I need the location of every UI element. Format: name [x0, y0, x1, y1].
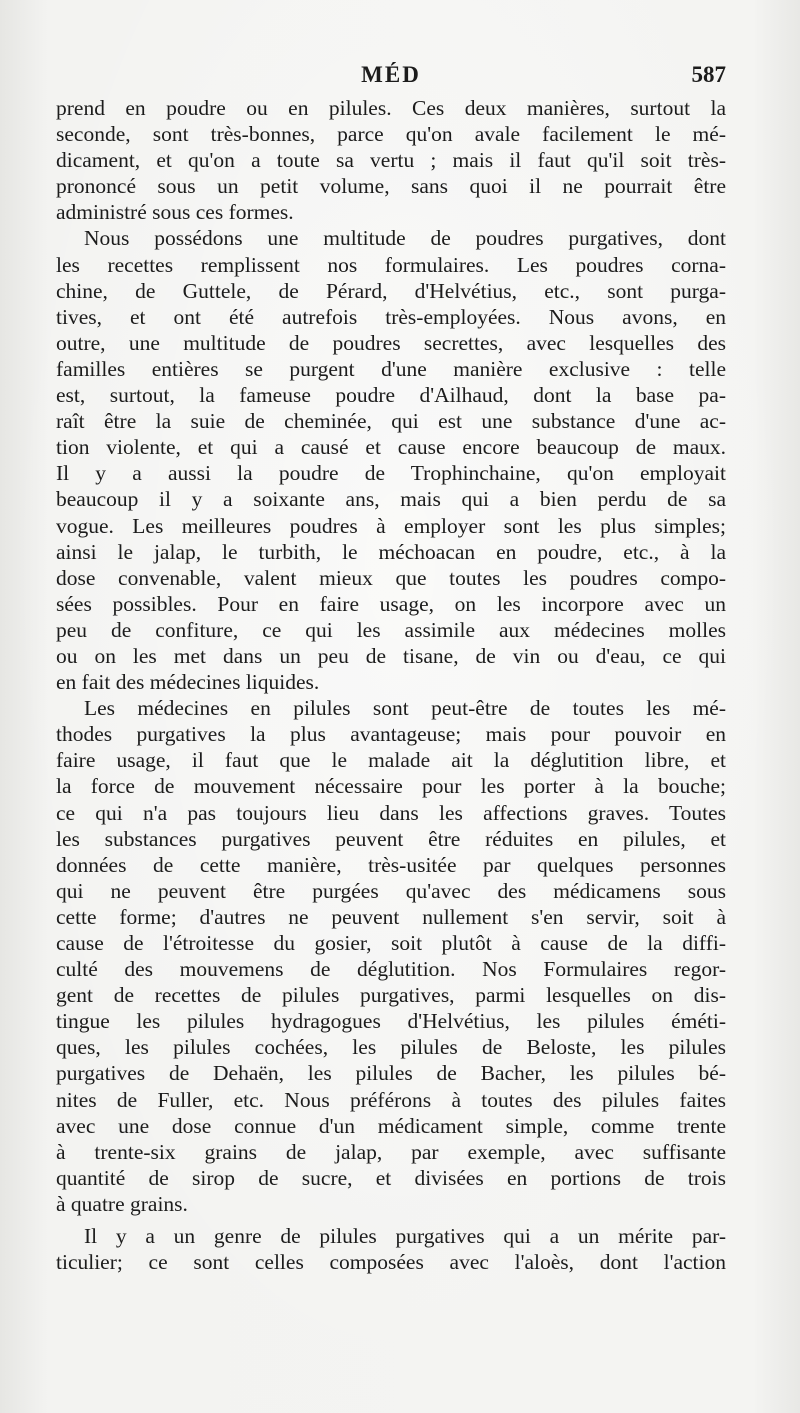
text-line: chine, de Guttele, de Pérard, d'Helvétius, etc., sont purga- [56, 278, 726, 303]
text-line: les substances purgatives peuvent être réduites en pilules, et [56, 826, 726, 851]
text-line: culté des mouvemens de déglutition. Nos Formulaires regor- [56, 957, 726, 982]
paragraph [56, 695, 726, 1217]
text-line: ques, les pilules cochées, les pilules de Beloste, les pilules [56, 1035, 726, 1060]
text-line: ticulier; ce sont celles composées avec l'aloès, dont l'action [56, 1250, 726, 1275]
body-text [56, 95, 726, 1275]
text-line: cette forme; d'autres ne peuvent nullement s'en servir, soit à [56, 904, 726, 929]
text-line: données de cette manière, très-usitée par quelques personnes [56, 852, 726, 877]
text-line: Il y a un genre de pilules purgatives qui a un mérite par- [84, 1224, 726, 1249]
text-line: à quatre grains. [56, 1191, 188, 1216]
text-line: prend en poudre ou en pilules. Ces deux manières, surtout la [56, 96, 726, 120]
text-line: gent de recettes de pilules purgatives, parmi lesquelles on dis- [56, 983, 726, 1008]
text-line: quantité de sirop de sucre, et divisées en portions de trois [56, 1165, 726, 1190]
text-line: ce qui n'a pas toujours lieu dans les affections graves. Toutes [56, 800, 726, 825]
text-line: la force de mouvement nécessaire pour les porter à la bouche; [56, 774, 726, 799]
text-line: ou on les met dans un peu de tisane, de vin ou d'eau, ce qui [56, 643, 726, 668]
text-line: outre, une multitude de poudres secrettes, avec lesquelles des [56, 330, 726, 355]
text-line: Il y a aussi la poudre de Trophinchaine, qu'on employait [56, 461, 726, 486]
text-line: est, surtout, la fameuse poudre d'Ailhaud, dont la base pa- [56, 383, 726, 408]
text-line: purgatives de Dehaën, les pilules de Bacher, les pilules bé- [56, 1061, 726, 1086]
paragraph [56, 95, 726, 225]
text-line: Les médecines en pilules sont peut-être de toutes les mé- [84, 696, 726, 721]
text-line: peu de confiture, ce qui les assimile aux médecines molles [56, 617, 726, 642]
text-line: cause de l'étroitesse du gosier, soit plutôt à cause de la diffi- [56, 931, 726, 955]
text-line: vogue. Les meilleures poudres à employer sont les plus simples; [56, 513, 726, 538]
page-number: 587 [691, 62, 726, 87]
text-line: familles entières se purgent d'une manière exclusive : telle [56, 356, 726, 381]
text-line: nites de Fuller, etc. Nous préférons à toutes des pilules faites [56, 1087, 726, 1112]
text-line: dicament, et qu'on a toute sa vertu ; mais il faut qu'il soit très- [56, 148, 726, 173]
text-line: les recettes remplissent nos formulaires. Les poudres corna- [56, 252, 726, 277]
text-line: qui ne peuvent être purgées qu'avec des médicamens sous [56, 878, 726, 903]
text-line: tingue les pilules hydragogues d'Helvétius, les pilules éméti- [56, 1009, 726, 1034]
text-line: en fait des médecines liquides. [56, 670, 320, 695]
text-line: dose convenable, valent mieux que toutes les poudres compo- [56, 565, 726, 590]
text-line: seconde, sont très-bonnes, parce qu'on avale facilement le mé- [56, 122, 726, 147]
page-header [56, 62, 726, 98]
text-line: sées possibles. Pour en faire usage, on les incorpore avec un [56, 591, 726, 616]
text-line: beaucoup il y a soixante ans, mais qui a bien perdu de sa [56, 487, 726, 512]
text-line: thodes purgatives la plus avantageuse; mais pour pouvoir en [56, 722, 726, 747]
text-line: ainsi le jalap, le turbith, le méchoacan en poudre, etc., à la [56, 539, 726, 564]
text-line: tives, et ont été autrefois très-employées. Nous avons, en [56, 304, 726, 329]
paragraph [56, 225, 726, 695]
text-line: Nous possédons une multitude de poudres purgatives, dont [84, 226, 726, 251]
text-line: tion violente, et qui a causé et cause encore beaucoup de maux. [56, 435, 726, 460]
text-line: raît être la suie de cheminée, qui est une substance d'une ac- [56, 409, 726, 434]
text-line: administré sous ces formes. [56, 200, 294, 225]
paragraph [56, 1223, 726, 1275]
text-line: prononcé sous un petit volume, sans quoi il ne pourrait être [56, 174, 726, 199]
text-line: faire usage, il faut que le malade ait la déglutition libre, et [56, 748, 726, 773]
text-line: avec une dose connue d'un médicament simple, comme trente [56, 1113, 726, 1138]
running-head: MÉD [361, 62, 421, 87]
text-line: à trente-six grains de jalap, par exemple, avec suffisante [56, 1139, 726, 1164]
